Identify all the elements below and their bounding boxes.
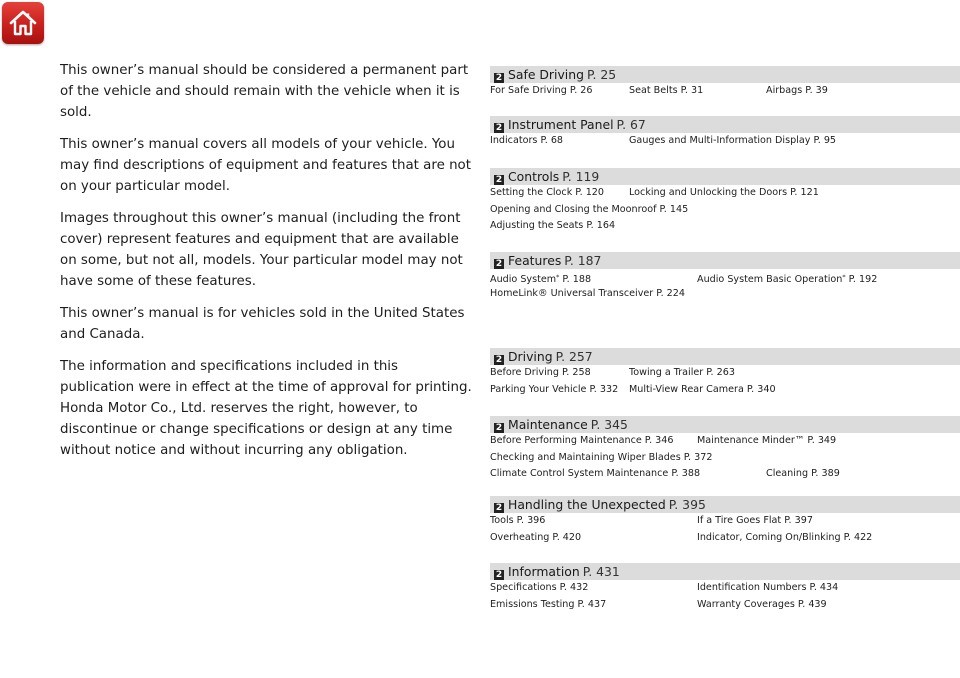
link-arrow-icon: 2 xyxy=(495,355,503,365)
toc-link[interactable]: Airbags P. 39 xyxy=(766,85,828,96)
toc-row xyxy=(490,530,960,547)
toc-section xyxy=(490,252,960,302)
toc-section-title: Handling the Unexpected xyxy=(508,497,666,512)
toc-section-title: Instrument Panel xyxy=(508,117,614,132)
toc-row xyxy=(490,83,960,100)
toc-row xyxy=(490,513,960,530)
toc-link[interactable]: Setting the Clock P. 120 xyxy=(490,187,605,198)
toc-section-page: P. 67 xyxy=(616,117,646,132)
intro-paragraph: This owner’s manual is for vehicles sold in the United States and Canada. xyxy=(60,306,465,342)
home-button[interactable] xyxy=(2,2,44,44)
toc-section-page: P. 187 xyxy=(564,253,602,268)
toc-link[interactable]: Emissions Testing P. 437 xyxy=(490,598,607,610)
toc-section-header[interactable] xyxy=(490,252,960,269)
toc-link[interactable]: Audio System Basic Operation* P. 192 xyxy=(697,273,878,285)
toc-link[interactable]: Tools P. 396 xyxy=(490,515,546,526)
link-arrow-icon: 2 xyxy=(495,123,503,133)
toc-link[interactable]: Warranty Coverages P. 439 xyxy=(697,598,827,610)
intro-text xyxy=(60,60,476,472)
toc-row xyxy=(490,286,960,303)
toc-link[interactable]: Parking Your Vehicle P. 332 xyxy=(490,383,619,395)
toc-section-header[interactable] xyxy=(490,416,960,433)
link-arrow-icon: 2 xyxy=(495,503,503,513)
toc-link[interactable]: For Safe Driving P. 26 xyxy=(490,85,593,96)
toc-section-title: Maintenance xyxy=(508,417,588,432)
toc-row xyxy=(490,133,960,150)
toc-link[interactable]: Opening and Closing the Moonroof P. 145 xyxy=(490,203,689,215)
toc-section-title: Information xyxy=(508,564,580,579)
toc-section-header[interactable] xyxy=(490,168,960,185)
toc-section-title: Controls xyxy=(508,169,560,184)
toc-row xyxy=(490,382,960,399)
toc-link[interactable]: Before Driving P. 258 xyxy=(490,367,591,378)
toc-link[interactable]: Checking and Maintaining Wiper Blades P. 372 xyxy=(490,451,713,463)
toc-section-page: P. 119 xyxy=(562,169,600,184)
toc-link[interactable]: Indicators P. 68 xyxy=(490,135,564,146)
toc-row xyxy=(490,202,960,219)
toc-section-page: P. 345 xyxy=(590,417,628,432)
toc-row xyxy=(490,450,960,467)
toc-link[interactable]: Before Performing Maintenance P. 346 xyxy=(490,435,674,446)
toc-link[interactable]: Gauges and Multi-Information Display P. 95 xyxy=(629,135,837,146)
toc-link[interactable]: If a Tire Goes Flat P. 397 xyxy=(697,515,813,526)
toc-section-title: Safe Driving xyxy=(508,67,584,82)
link-arrow-icon: 2 xyxy=(495,570,503,580)
toc-row xyxy=(490,580,960,597)
toc-section-header[interactable] xyxy=(490,66,960,83)
toc-row xyxy=(490,269,960,286)
toc-section-page: P. 257 xyxy=(555,349,593,364)
toc-section-title: Driving xyxy=(508,349,553,364)
link-arrow-icon: 2 xyxy=(495,423,503,433)
toc-row xyxy=(490,433,960,450)
link-arrow-icon: 2 xyxy=(495,175,503,185)
toc-link[interactable]: Identification Numbers P. 434 xyxy=(697,582,839,593)
toc-section xyxy=(490,563,960,613)
toc-section-page: P. 395 xyxy=(668,497,706,512)
toc-link[interactable]: Adjusting the Seats P. 164 xyxy=(490,220,616,231)
toc-row xyxy=(490,466,960,483)
toc-section xyxy=(490,496,960,546)
toc-section xyxy=(490,168,960,235)
toc-section-header[interactable] xyxy=(490,563,960,580)
toc-section-page: P. 25 xyxy=(586,67,617,82)
toc-row xyxy=(490,597,960,614)
toc-link[interactable]: Climate Control System Maintenance P. 388 xyxy=(490,468,701,479)
home-icon xyxy=(7,7,39,39)
toc-link[interactable]: Specifications P. 432 xyxy=(490,582,589,593)
toc-section-header[interactable] xyxy=(490,116,960,133)
toc-link[interactable]: Multi-View Rear Camera P. 340 xyxy=(629,383,776,395)
link-arrow-icon: 2 xyxy=(495,259,503,269)
toc-link[interactable]: Cleaning P. 389 xyxy=(766,468,840,479)
toc-link[interactable]: Audio System* P. 188 xyxy=(490,273,592,285)
toc-link[interactable]: Indicator, Coming On/Blinking P. 422 xyxy=(697,531,873,543)
link-arrow-icon: 2 xyxy=(495,73,503,83)
toc-section-page: P. 431 xyxy=(582,564,620,579)
toc-row xyxy=(490,365,960,382)
toc-section-header[interactable] xyxy=(490,348,960,365)
intro-paragraph: The information and specifications included in this publication were in effect at the time of approval for printing. Honda Motor Co., Ltd. reserves the right, however, to discontinue or change specifications or design at any time without notice and without incurring any obligation. xyxy=(60,359,472,458)
toc-section xyxy=(490,416,960,483)
intro-paragraph: This owner’s manual covers all models of your vehicle. You may find descriptions of equipment and features that are not on your particular model. xyxy=(60,137,471,194)
toc-link[interactable]: Seat Belts P. 31 xyxy=(629,85,704,96)
toc-section xyxy=(490,66,960,100)
toc-link[interactable]: Towing a Trailer P. 263 xyxy=(629,367,735,378)
intro-paragraph: Images throughout this owner’s manual (including the front cover) represent features and equipment that are available on some, but not all, models. Your particular model may not have some of these features. xyxy=(60,211,463,289)
toc-link[interactable]: Maintenance Minder™ P. 349 xyxy=(697,435,837,446)
toc-row xyxy=(490,185,960,202)
toc-section xyxy=(490,348,960,398)
toc-section-header[interactable] xyxy=(490,496,960,513)
toc-row xyxy=(490,218,960,235)
toc-section-title: Features xyxy=(508,253,562,268)
toc-section xyxy=(490,116,960,150)
toc-link[interactable]: HomeLink® Universal Transceiver P. 224 xyxy=(490,287,685,299)
toc-link[interactable]: Overheating P. 420 xyxy=(490,531,582,543)
intro-paragraph: This owner’s manual should be considered a permanent part of the vehicle and should remain with the vehicle when it is sold. xyxy=(60,63,469,120)
toc-link[interactable]: Locking and Unlocking the Doors P. 121 xyxy=(629,187,819,198)
